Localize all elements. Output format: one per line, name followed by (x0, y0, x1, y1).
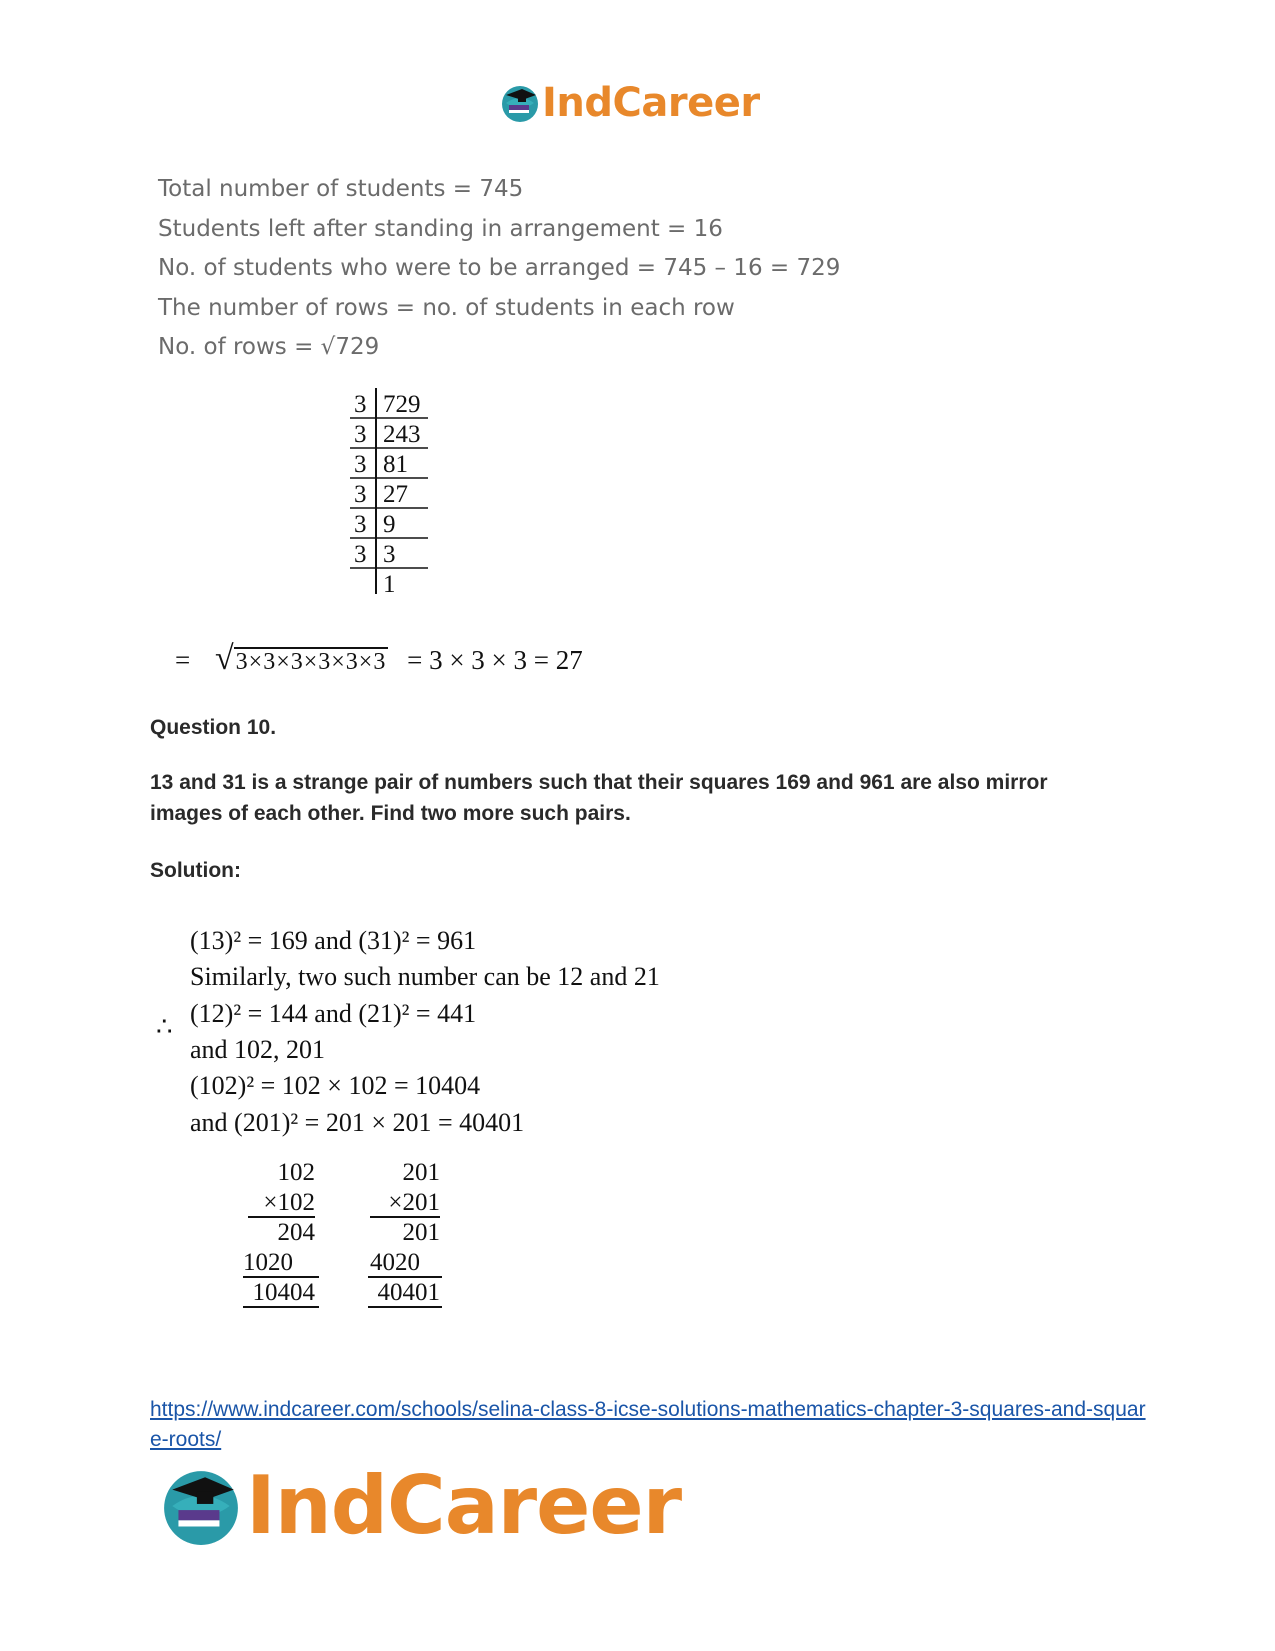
therefore-symbol: ∴ (156, 1012, 173, 1041)
ladder-dividend: 81 (383, 451, 408, 478)
ladder-dividend: 729 (383, 391, 421, 418)
ladder-dividend: 1 (383, 571, 396, 598)
sqrt-symbol: √ (214, 640, 234, 677)
mult-row: 201 (402, 1159, 440, 1186)
brand-wordmark: IndCareer (246, 1459, 682, 1552)
solution-line: Similarly, two such number can be 12 and 21 (190, 962, 660, 991)
question-text: 13 and 31 is a strange pair of numbers such that their squares 169 and 961 are also mirror images of each other. Find two more such pairs. (150, 771, 1048, 825)
ladder-dividend: 243 (383, 421, 421, 448)
globe-graduate-icon (500, 83, 540, 123)
mult-row: 1020 (243, 1249, 293, 1276)
ladder-dividend: 3 (383, 541, 396, 568)
ladder-dividend: 27 (383, 481, 408, 508)
ladder-divisor: 3 (354, 481, 367, 508)
text-line: The number of rows = no. of students in each row (158, 295, 735, 321)
solution-line: and (201)² = 201 × 201 = 40401 (190, 1108, 525, 1137)
text-line: No. of students who were to be arranged = 745 – 16 = 729 (158, 255, 841, 281)
radical-expression (175, 640, 583, 690)
ladder-divisor: 3 (354, 451, 367, 478)
text-line: No. of rows = √729 (158, 334, 380, 360)
question-heading: Question 10. (150, 716, 277, 739)
mult-row: ×102 (263, 1189, 315, 1216)
ladder-dividend: 9 (383, 511, 396, 538)
mult-row: 40401 (377, 1279, 440, 1306)
footer-link[interactable]: https://www.indcareer.com/schools/selina-class-8-icse-solutions-mathematics-chapter-3-squares-and-square-roots/ (150, 1398, 1146, 1451)
ladder-divisor: 3 (354, 541, 367, 568)
mult-row: 10404 (252, 1279, 315, 1306)
equals-sign: = (175, 645, 191, 675)
text-line: Total number of students = 745 (158, 176, 524, 202)
mult-row: 102 (277, 1159, 315, 1186)
ladder-divisor: 3 (354, 511, 367, 538)
globe-graduate-icon (160, 1465, 242, 1547)
brand-wordmark: IndCareer (542, 80, 760, 126)
footer-logo (160, 1459, 682, 1552)
solution-line: (12)² = 144 and (21)² = 441 (190, 999, 477, 1028)
mult-row: 4020 (370, 1249, 420, 1276)
solution-line: and 102, 201 (190, 1035, 326, 1064)
radicand: 3×3×3×3×3×3 (235, 649, 387, 675)
solution-line: (102)² = 102 × 102 = 10404 (190, 1071, 481, 1100)
header-logo (500, 78, 760, 128)
mult-row: 204 (277, 1219, 315, 1246)
ladder-divisor: 3 (354, 421, 367, 448)
text-line: Students left after standing in arrangement = 16 (158, 216, 723, 242)
solution-line: (13)² = 169 and (31)² = 961 (190, 926, 477, 955)
ladder-divisor: 3 (354, 391, 367, 418)
mult-row: ×201 (388, 1189, 440, 1216)
division-ladder (350, 388, 440, 608)
mult-row: 201 (402, 1219, 440, 1246)
solution-label: Solution: (150, 859, 241, 882)
radical-result: = 3 × 3 × 3 = 27 (407, 645, 583, 675)
